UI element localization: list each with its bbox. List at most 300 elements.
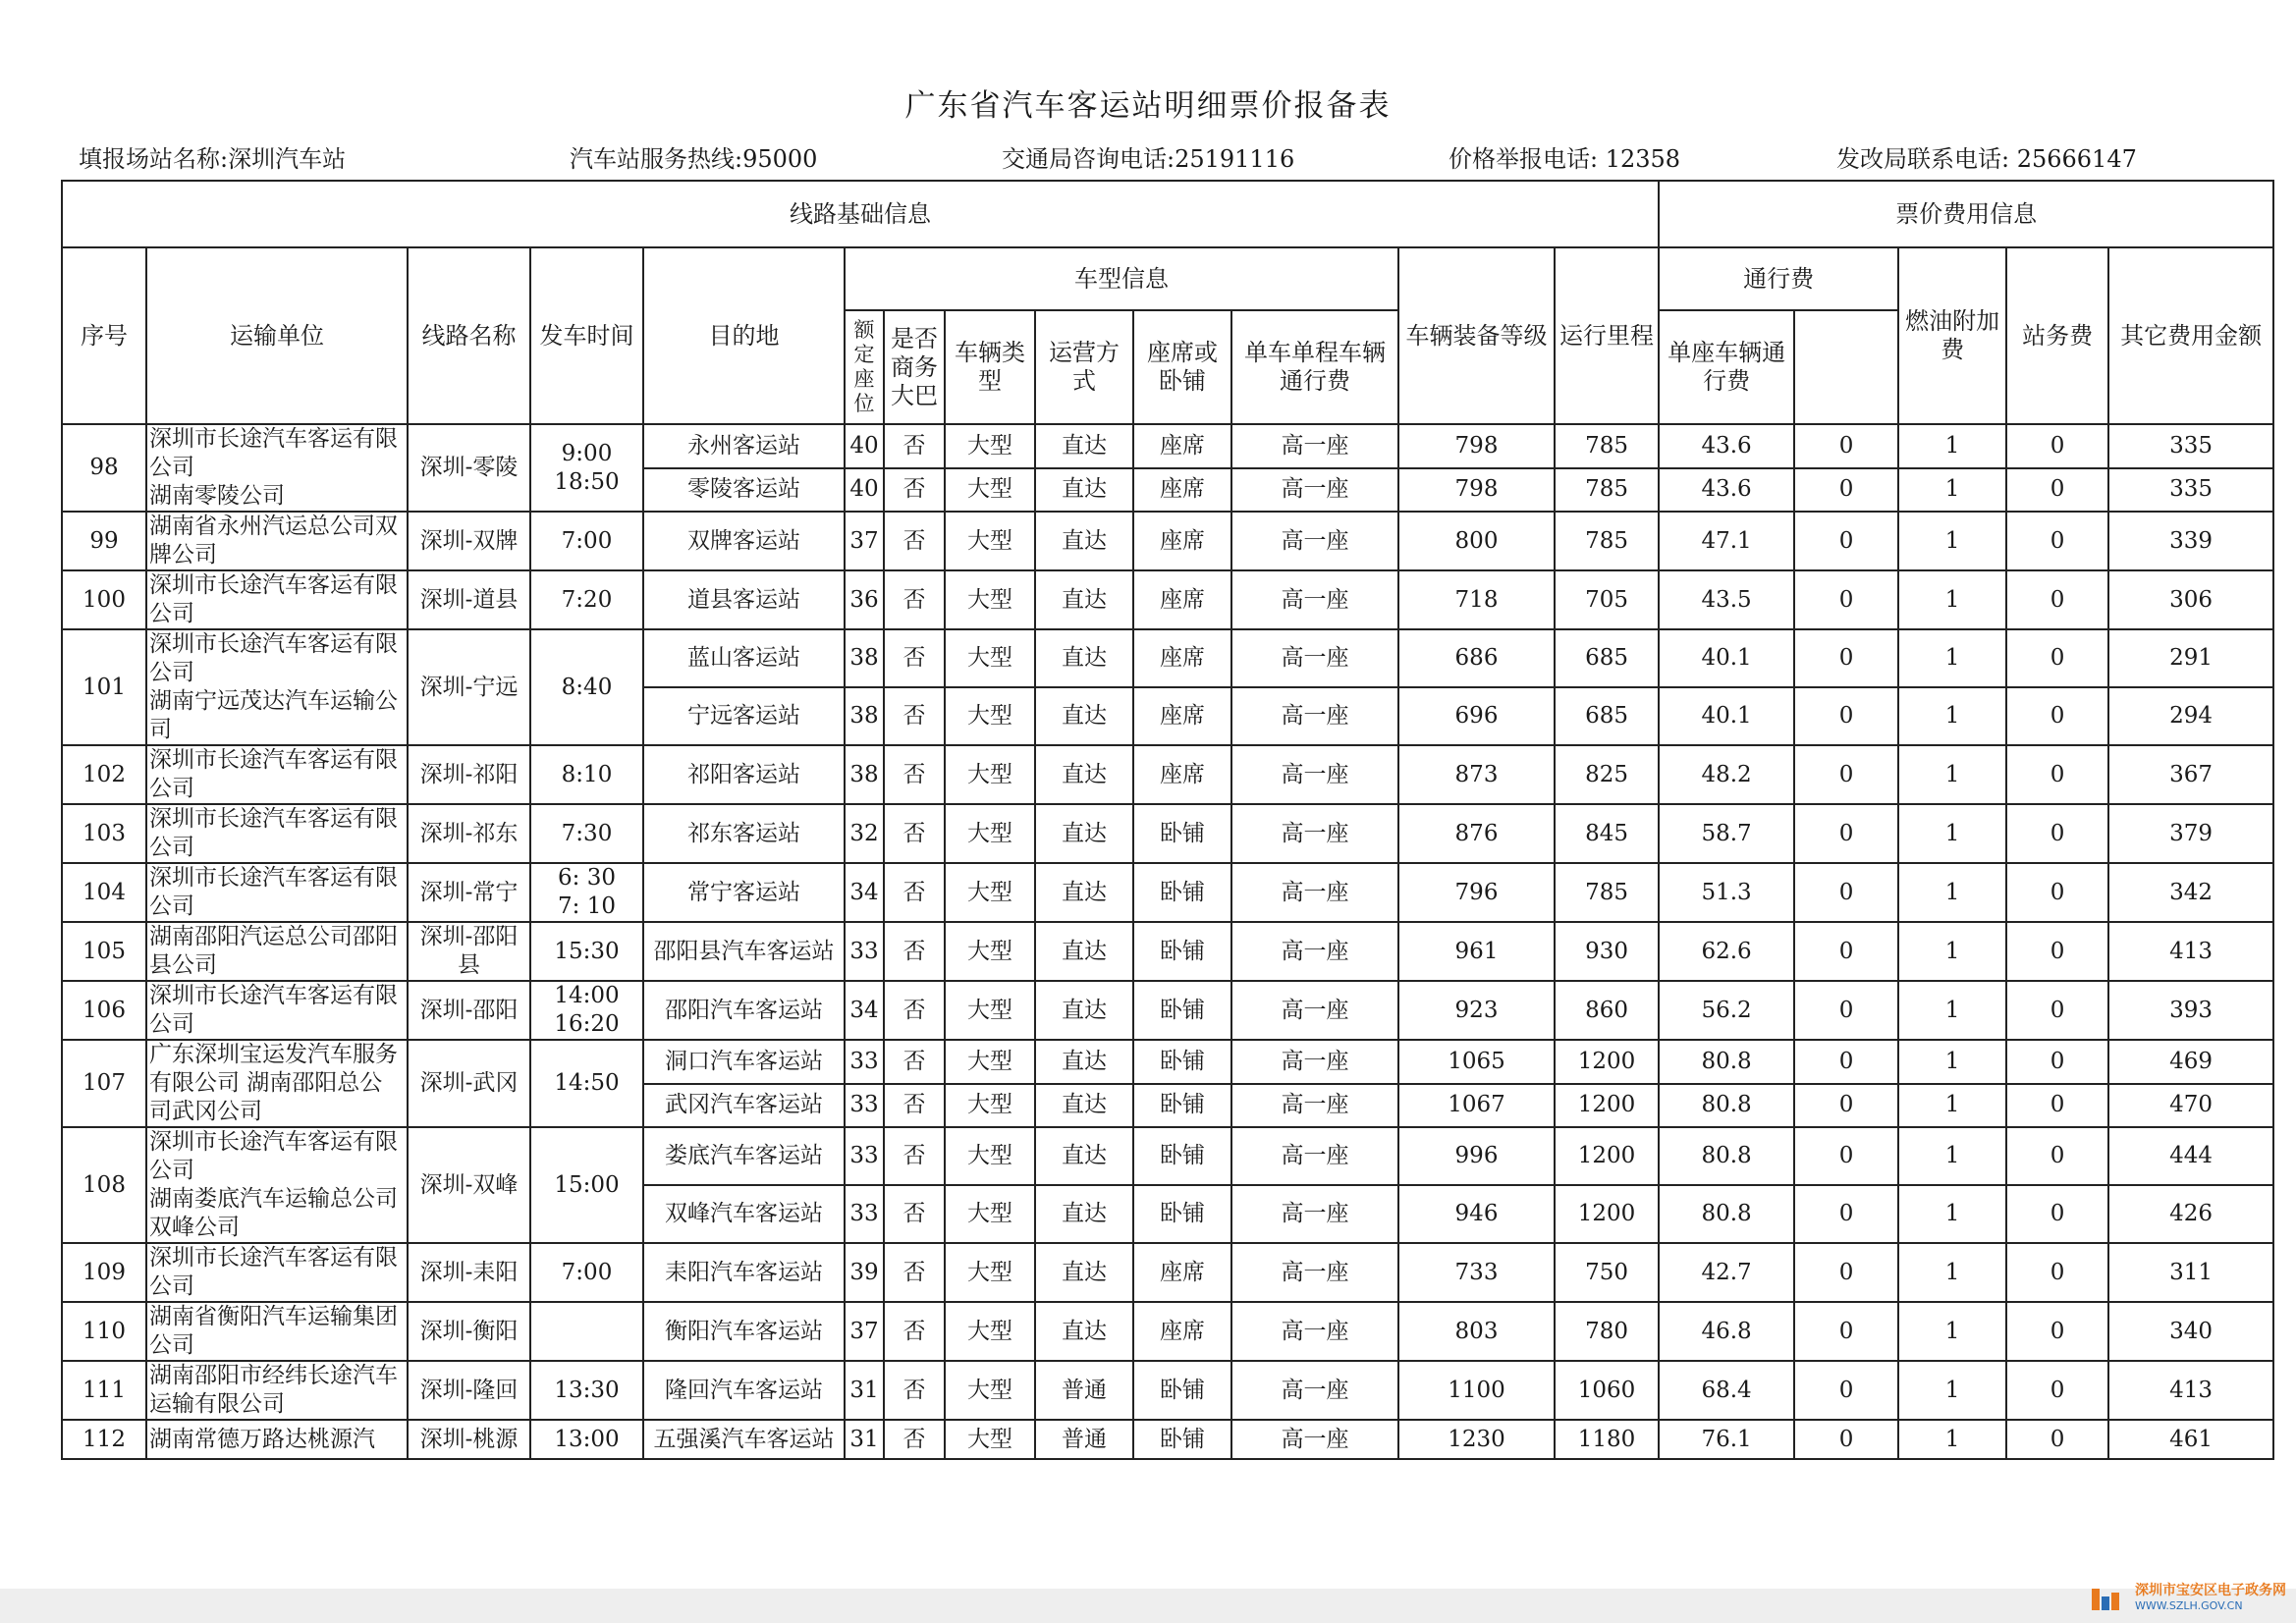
cell-vehicle-type: 大型 bbox=[945, 570, 1035, 629]
cell-other-fee: 0 bbox=[2006, 687, 2108, 745]
cell-destination: 双峰汽车客运站 bbox=[643, 1185, 845, 1243]
cell-seat-or-bed: 座席 bbox=[1133, 1302, 1231, 1361]
cell-destination: 邵阳汽车客运站 bbox=[643, 981, 845, 1040]
cell-depart: 7:00 bbox=[530, 512, 643, 570]
cell-grade: 高一座 bbox=[1231, 570, 1398, 629]
cell-business: 否 bbox=[884, 1040, 945, 1084]
cell-toll-single: 845 bbox=[1555, 804, 1659, 863]
cell-carrier: 湖南邵阳市经纬长途汽车运输有限公司 bbox=[146, 1361, 408, 1420]
cell-destination: 耒阳汽车客运站 bbox=[643, 1243, 845, 1302]
cell-seq: 107 bbox=[62, 1040, 146, 1127]
cell-mode: 直达 bbox=[1035, 687, 1133, 745]
cell-toll-single: 685 bbox=[1555, 629, 1659, 687]
cell-fuel: 0 bbox=[1794, 981, 1898, 1040]
cell-grade: 高一座 bbox=[1231, 629, 1398, 687]
scan-edge bbox=[0, 1589, 2296, 1623]
header-toll: 通行费 bbox=[1659, 247, 1898, 310]
cell-station-fee: 1 bbox=[1898, 981, 2006, 1040]
cell-seats: 37 bbox=[845, 1302, 884, 1361]
cell-toll-single: 785 bbox=[1555, 863, 1659, 922]
cell-grade: 高一座 bbox=[1231, 1040, 1398, 1084]
cell-seats: 33 bbox=[845, 1127, 884, 1185]
header-toll-single: 单车单程车辆通行费 bbox=[1231, 310, 1398, 424]
cell-other-fee: 0 bbox=[2006, 863, 2108, 922]
cell-station-fee: 1 bbox=[1898, 512, 2006, 570]
cell-fuel: 0 bbox=[1794, 1084, 1898, 1128]
cell-carrier: 广东深圳宝运发汽车服务有限公司 湖南邵阳总公司武冈公司 bbox=[146, 1040, 408, 1127]
cell-vehicle-type: 大型 bbox=[945, 1127, 1035, 1185]
table-row bbox=[62, 570, 2273, 629]
cell-mileage: 800 bbox=[1398, 512, 1555, 570]
cell-max-price: 470 bbox=[2108, 1084, 2273, 1128]
cell-seq: 108 bbox=[62, 1127, 146, 1243]
cell-seat-or-bed: 卧铺 bbox=[1133, 1127, 1231, 1185]
cell-destination: 道县客运站 bbox=[643, 570, 845, 629]
ndrc-phone: 发改局联系电话: 25666147 bbox=[1836, 145, 2137, 173]
cell-other-fee: 0 bbox=[2006, 922, 2108, 981]
cell-carrier: 深圳市长途汽车客运有限公司 湖南娄底汽车运输总公司双峰公司 bbox=[146, 1127, 408, 1243]
cell-business: 否 bbox=[884, 804, 945, 863]
cell-toll-single: 785 bbox=[1555, 468, 1659, 513]
cell-vehicle-type: 大型 bbox=[945, 1243, 1035, 1302]
cell-mileage: 876 bbox=[1398, 804, 1555, 863]
cell-destination: 衡阳汽车客运站 bbox=[643, 1302, 845, 1361]
cell-seats: 36 bbox=[845, 570, 884, 629]
cell-mileage: 1065 bbox=[1398, 1040, 1555, 1084]
cell-grade: 高一座 bbox=[1231, 1243, 1398, 1302]
cell-seats: 40 bbox=[845, 424, 884, 468]
cell-mode: 直达 bbox=[1035, 1243, 1133, 1302]
table-row bbox=[62, 1420, 2273, 1459]
cell-seat-or-bed: 座席 bbox=[1133, 424, 1231, 468]
cell-seats: 33 bbox=[845, 1040, 884, 1084]
cell-max-price: 335 bbox=[2108, 424, 2273, 468]
cell-depart: 8:40 bbox=[530, 629, 643, 745]
cell-fuel: 0 bbox=[1794, 922, 1898, 981]
cell-toll-single: 785 bbox=[1555, 512, 1659, 570]
table-row bbox=[62, 1127, 2273, 1185]
cell-toll-seat: 80.8 bbox=[1659, 1127, 1794, 1185]
cell-grade: 高一座 bbox=[1231, 863, 1398, 922]
cell-depart: 8:10 bbox=[530, 745, 643, 804]
cell-seats: 33 bbox=[845, 1084, 884, 1128]
station-hotline: 汽车站服务热线:95000 bbox=[570, 145, 818, 173]
cell-toll-seat: 43.6 bbox=[1659, 424, 1794, 468]
cell-mode: 直达 bbox=[1035, 1084, 1133, 1128]
table-row bbox=[62, 922, 2273, 981]
cell-vehicle-type: 大型 bbox=[945, 1302, 1035, 1361]
cell-carrier: 深圳市长途汽车客运有限公司 bbox=[146, 804, 408, 863]
cell-fuel: 0 bbox=[1794, 804, 1898, 863]
cell-station-fee: 1 bbox=[1898, 687, 2006, 745]
cell-toll-single: 1200 bbox=[1555, 1185, 1659, 1243]
cell-route: 深圳-衡阳 bbox=[408, 1302, 530, 1361]
cell-seq: 109 bbox=[62, 1243, 146, 1302]
cell-station-fee: 1 bbox=[1898, 1185, 2006, 1243]
cell-fuel: 0 bbox=[1794, 512, 1898, 570]
cell-station-fee: 1 bbox=[1898, 1302, 2006, 1361]
cell-toll-single: 785 bbox=[1555, 424, 1659, 468]
table-row bbox=[62, 1361, 2273, 1420]
cell-carrier: 深圳市长途汽车客运有限公司 bbox=[146, 1243, 408, 1302]
cell-depart: 6: 30 7: 10 bbox=[530, 863, 643, 922]
cell-route: 深圳-隆回 bbox=[408, 1361, 530, 1420]
cell-seats: 34 bbox=[845, 981, 884, 1040]
cell-station-fee: 1 bbox=[1898, 1040, 2006, 1084]
cell-station-fee: 1 bbox=[1898, 745, 2006, 804]
cell-seq: 103 bbox=[62, 804, 146, 863]
cell-other-fee: 0 bbox=[2006, 1302, 2108, 1361]
cell-max-price: 311 bbox=[2108, 1243, 2273, 1302]
cell-mileage: 1067 bbox=[1398, 1084, 1555, 1128]
cell-business: 否 bbox=[884, 570, 945, 629]
cell-station-fee: 1 bbox=[1898, 1084, 2006, 1128]
cell-carrier: 深圳市长途汽车客运有限公司 湖南宁远茂达汽车运输公司 bbox=[146, 629, 408, 745]
cell-max-price: 291 bbox=[2108, 629, 2273, 687]
cell-fuel: 0 bbox=[1794, 1302, 1898, 1361]
cell-seats: 32 bbox=[845, 804, 884, 863]
cell-route: 深圳-零陵 bbox=[408, 424, 530, 512]
cell-toll-seat: 46.8 bbox=[1659, 1302, 1794, 1361]
cell-mileage: 996 bbox=[1398, 1127, 1555, 1185]
header-seats: 额定座位 bbox=[845, 310, 884, 424]
cell-depart: 14:00 16:20 bbox=[530, 981, 643, 1040]
cell-business: 否 bbox=[884, 1185, 945, 1243]
watermark-logo-icon bbox=[2090, 1585, 2127, 1612]
cell-mileage: 873 bbox=[1398, 745, 1555, 804]
cell-max-price: 469 bbox=[2108, 1040, 2273, 1084]
header-mileage: 运行里程 bbox=[1555, 247, 1659, 424]
cell-station-fee: 1 bbox=[1898, 468, 2006, 513]
cell-carrier: 深圳市长途汽车客运有限公司 bbox=[146, 570, 408, 629]
cell-station-fee: 1 bbox=[1898, 424, 2006, 468]
cell-vehicle-type: 大型 bbox=[945, 424, 1035, 468]
table-row bbox=[62, 1040, 2273, 1084]
cell-mode: 普通 bbox=[1035, 1361, 1133, 1420]
cell-station-fee: 1 bbox=[1898, 1361, 2006, 1420]
cell-business: 否 bbox=[884, 424, 945, 468]
cell-seat-or-bed: 座席 bbox=[1133, 512, 1231, 570]
cell-toll-single: 1200 bbox=[1555, 1084, 1659, 1128]
cell-station-fee: 1 bbox=[1898, 1127, 2006, 1185]
cell-fuel: 0 bbox=[1794, 424, 1898, 468]
cell-other-fee: 0 bbox=[2006, 804, 2108, 863]
cell-seats: 40 bbox=[845, 468, 884, 513]
cell-toll-single: 1180 bbox=[1555, 1420, 1659, 1459]
cell-destination: 蓝山客运站 bbox=[643, 629, 845, 687]
cell-mileage: 1230 bbox=[1398, 1420, 1555, 1459]
cell-toll-seat: 80.8 bbox=[1659, 1040, 1794, 1084]
cell-vehicle-type: 大型 bbox=[945, 745, 1035, 804]
cell-carrier: 深圳市长途汽车客运有限公司 湖南零陵公司 bbox=[146, 424, 408, 512]
cell-mileage: 696 bbox=[1398, 687, 1555, 745]
cell-vehicle-type: 大型 bbox=[945, 1084, 1035, 1128]
cell-other-fee: 0 bbox=[2006, 1084, 2108, 1128]
watermark-name: 深圳市宝安区电子政务网 bbox=[2135, 1583, 2286, 1598]
cell-seq: 104 bbox=[62, 863, 146, 922]
cell-mode: 直达 bbox=[1035, 468, 1133, 513]
cell-other-fee: 0 bbox=[2006, 1127, 2108, 1185]
cell-mileage: 718 bbox=[1398, 570, 1555, 629]
cell-business: 否 bbox=[884, 1420, 945, 1459]
cell-business: 否 bbox=[884, 1302, 945, 1361]
cell-vehicle-type: 大型 bbox=[945, 1420, 1035, 1459]
cell-max-price: 367 bbox=[2108, 745, 2273, 804]
cell-fuel: 0 bbox=[1794, 745, 1898, 804]
cell-route: 深圳-宁远 bbox=[408, 629, 530, 745]
cell-other-fee: 0 bbox=[2006, 1185, 2108, 1243]
cell-seats: 34 bbox=[845, 863, 884, 922]
table-row bbox=[62, 424, 2273, 468]
cell-vehicle-type: 大型 bbox=[945, 1185, 1035, 1243]
cell-vehicle-type: 大型 bbox=[945, 804, 1035, 863]
header-route: 线路名称 bbox=[408, 247, 530, 424]
header-carrier: 运输单位 bbox=[146, 247, 408, 424]
cell-destination: 邵阳县汽车客运站 bbox=[643, 922, 845, 981]
cell-carrier: 湖南常德万路达桃源汽 bbox=[146, 1420, 408, 1459]
cell-seat-or-bed: 卧铺 bbox=[1133, 1185, 1231, 1243]
cell-seat-or-bed: 卧铺 bbox=[1133, 1040, 1231, 1084]
cell-grade: 高一座 bbox=[1231, 981, 1398, 1040]
cell-route: 深圳-双峰 bbox=[408, 1127, 530, 1243]
cell-seat-or-bed: 卧铺 bbox=[1133, 1084, 1231, 1128]
cell-grade: 高一座 bbox=[1231, 1420, 1398, 1459]
group-route-info: 线路基础信息 bbox=[62, 181, 1659, 247]
cell-mode: 直达 bbox=[1035, 424, 1133, 468]
cell-carrier: 深圳市长途汽车客运有限公司 bbox=[146, 745, 408, 804]
cell-fuel: 0 bbox=[1794, 570, 1898, 629]
cell-toll-seat: 43.6 bbox=[1659, 468, 1794, 513]
table-row bbox=[62, 1302, 2273, 1361]
cell-max-price: 393 bbox=[2108, 981, 2273, 1040]
cell-vehicle-type: 大型 bbox=[945, 687, 1035, 745]
cell-destination: 永州客运站 bbox=[643, 424, 845, 468]
cell-seat-or-bed: 座席 bbox=[1133, 745, 1231, 804]
cell-seats: 31 bbox=[845, 1420, 884, 1459]
cell-depart: 7:20 bbox=[530, 570, 643, 629]
cell-route: 深圳-邵阳县 bbox=[408, 922, 530, 981]
cell-mode: 直达 bbox=[1035, 1302, 1133, 1361]
header-other-fee: 其它费用金额 bbox=[2108, 247, 2273, 424]
cell-vehicle-type: 大型 bbox=[945, 629, 1035, 687]
cell-vehicle-type: 大型 bbox=[945, 1361, 1035, 1420]
cell-depart: 15:00 bbox=[530, 1127, 643, 1243]
cell-fuel: 0 bbox=[1794, 1185, 1898, 1243]
cell-business: 否 bbox=[884, 745, 945, 804]
cell-mileage: 923 bbox=[1398, 981, 1555, 1040]
cell-seat-or-bed: 座席 bbox=[1133, 570, 1231, 629]
cell-mode: 直达 bbox=[1035, 1040, 1133, 1084]
cell-max-price: 413 bbox=[2108, 1361, 2273, 1420]
cell-toll-seat: 56.2 bbox=[1659, 981, 1794, 1040]
cell-mode: 直达 bbox=[1035, 570, 1133, 629]
cell-fuel: 0 bbox=[1794, 1420, 1898, 1459]
cell-grade: 高一座 bbox=[1231, 1361, 1398, 1420]
cell-other-fee: 0 bbox=[2006, 1420, 2108, 1459]
cell-seq: 106 bbox=[62, 981, 146, 1040]
fare-table bbox=[61, 180, 2274, 1460]
cell-carrier: 湖南省衡阳汽车运输集团公司 bbox=[146, 1302, 408, 1361]
header-mode: 运营方式 bbox=[1035, 310, 1133, 424]
cell-mileage: 1100 bbox=[1398, 1361, 1555, 1420]
cell-depart: 15:30 bbox=[530, 922, 643, 981]
table-row bbox=[62, 1243, 2273, 1302]
cell-toll-single: 860 bbox=[1555, 981, 1659, 1040]
cell-carrier: 湖南邵阳汽运总公司邵阳县公司 bbox=[146, 922, 408, 981]
cell-other-fee: 0 bbox=[2006, 570, 2108, 629]
traffic-bureau-phone: 交通局咨询电话:25191116 bbox=[1002, 145, 1295, 173]
cell-grade: 高一座 bbox=[1231, 745, 1398, 804]
cell-depart: 7:00 bbox=[530, 1243, 643, 1302]
cell-grade: 高一座 bbox=[1231, 687, 1398, 745]
cell-max-price: 461 bbox=[2108, 1420, 2273, 1459]
cell-mode: 普通 bbox=[1035, 1420, 1133, 1459]
watermark-url: WWW.SZLH.GOV.CN bbox=[2135, 1599, 2243, 1612]
cell-mode: 直达 bbox=[1035, 745, 1133, 804]
header-seat-or-bed: 座席或卧铺 bbox=[1133, 310, 1231, 424]
cell-toll-seat: 76.1 bbox=[1659, 1420, 1794, 1459]
cell-seat-or-bed: 卧铺 bbox=[1133, 804, 1231, 863]
cell-grade: 高一座 bbox=[1231, 1084, 1398, 1128]
table-row bbox=[62, 863, 2273, 922]
price-report-phone: 价格举报电话: 12358 bbox=[1449, 145, 1681, 173]
cell-depart: 7:30 bbox=[530, 804, 643, 863]
cell-route: 深圳-常宁 bbox=[408, 863, 530, 922]
header-toll-seat: 单座车辆通行费 bbox=[1659, 310, 1794, 424]
page-title: 广东省汽车客运站明细票价报备表 bbox=[904, 88, 1392, 124]
table-row bbox=[62, 512, 2273, 570]
cell-other-fee: 0 bbox=[2006, 981, 2108, 1040]
cell-toll-single: 930 bbox=[1555, 922, 1659, 981]
cell-seq: 101 bbox=[62, 629, 146, 745]
cell-seats: 37 bbox=[845, 512, 884, 570]
cell-route: 深圳-祁阳 bbox=[408, 745, 530, 804]
cell-toll-seat: 40.1 bbox=[1659, 629, 1794, 687]
cell-seq: 98 bbox=[62, 424, 146, 512]
cell-business: 否 bbox=[884, 629, 945, 687]
cell-destination: 祁东客运站 bbox=[643, 804, 845, 863]
header-vehicle-info: 车型信息 bbox=[845, 247, 1398, 310]
cell-depart: 14:50 bbox=[530, 1040, 643, 1127]
cell-toll-single: 1200 bbox=[1555, 1127, 1659, 1185]
cell-business: 否 bbox=[884, 863, 945, 922]
cell-carrier: 湖南省永州汽运总公司双牌公司 bbox=[146, 512, 408, 570]
cell-route: 深圳-道县 bbox=[408, 570, 530, 629]
table-row bbox=[62, 629, 2273, 687]
cell-carrier: 深圳市长途汽车客运有限公司 bbox=[146, 981, 408, 1040]
cell-destination: 宁远客运站 bbox=[643, 687, 845, 745]
cell-business: 否 bbox=[884, 687, 945, 745]
cell-grade: 高一座 bbox=[1231, 1185, 1398, 1243]
cell-business: 否 bbox=[884, 1243, 945, 1302]
cell-vehicle-type: 大型 bbox=[945, 468, 1035, 513]
cell-max-price: 306 bbox=[2108, 570, 2273, 629]
cell-destination: 隆回汽车客运站 bbox=[643, 1361, 845, 1420]
cell-depart bbox=[530, 1302, 643, 1361]
header-fuel: 燃油附加费 bbox=[1898, 247, 2006, 424]
cell-max-price: 413 bbox=[2108, 922, 2273, 981]
cell-business: 否 bbox=[884, 512, 945, 570]
cell-max-price: 342 bbox=[2108, 863, 2273, 922]
cell-mileage: 733 bbox=[1398, 1243, 1555, 1302]
cell-vehicle-type: 大型 bbox=[945, 512, 1035, 570]
cell-toll-single: 685 bbox=[1555, 687, 1659, 745]
cell-seat-or-bed: 卧铺 bbox=[1133, 981, 1231, 1040]
cell-other-fee: 0 bbox=[2006, 512, 2108, 570]
cell-seat-or-bed: 卧铺 bbox=[1133, 1361, 1231, 1420]
cell-destination: 零陵客运站 bbox=[643, 468, 845, 513]
cell-toll-single: 750 bbox=[1555, 1243, 1659, 1302]
watermark bbox=[2090, 1584, 2286, 1613]
cell-station-fee: 1 bbox=[1898, 629, 2006, 687]
cell-seats: 33 bbox=[845, 922, 884, 981]
cell-toll-seat: 40.1 bbox=[1659, 687, 1794, 745]
cell-mode: 直达 bbox=[1035, 629, 1133, 687]
cell-mileage: 798 bbox=[1398, 468, 1555, 513]
header-depart: 发车时间 bbox=[530, 247, 643, 424]
cell-toll-seat: 47.1 bbox=[1659, 512, 1794, 570]
cell-seq: 100 bbox=[62, 570, 146, 629]
cell-business: 否 bbox=[884, 1084, 945, 1128]
cell-seq: 105 bbox=[62, 922, 146, 981]
cell-station-fee: 1 bbox=[1898, 1420, 2006, 1459]
cell-destination: 娄底汽车客运站 bbox=[643, 1127, 845, 1185]
cell-mileage: 961 bbox=[1398, 922, 1555, 981]
cell-mode: 直达 bbox=[1035, 804, 1133, 863]
station-name: 填报场站名称:深圳汽车站 bbox=[79, 145, 347, 173]
cell-mode: 直达 bbox=[1035, 863, 1133, 922]
cell-fuel: 0 bbox=[1794, 468, 1898, 513]
cell-toll-seat: 48.2 bbox=[1659, 745, 1794, 804]
cell-other-fee: 0 bbox=[2006, 745, 2108, 804]
cell-other-fee: 0 bbox=[2006, 468, 2108, 513]
cell-seq: 112 bbox=[62, 1420, 146, 1459]
cell-toll-seat: 42.7 bbox=[1659, 1243, 1794, 1302]
cell-mileage: 798 bbox=[1398, 424, 1555, 468]
cell-business: 否 bbox=[884, 1127, 945, 1185]
cell-fuel: 0 bbox=[1794, 1040, 1898, 1084]
cell-destination: 双牌客运站 bbox=[643, 512, 845, 570]
cell-route: 深圳-桃源 bbox=[408, 1420, 530, 1459]
cell-grade: 高一座 bbox=[1231, 468, 1398, 513]
cell-station-fee: 1 bbox=[1898, 922, 2006, 981]
cell-toll-single: 780 bbox=[1555, 1302, 1659, 1361]
cell-mode: 直达 bbox=[1035, 981, 1133, 1040]
cell-other-fee: 0 bbox=[2006, 1243, 2108, 1302]
cell-toll-seat: 51.3 bbox=[1659, 863, 1794, 922]
cell-mileage: 946 bbox=[1398, 1185, 1555, 1243]
cell-max-price: 379 bbox=[2108, 804, 2273, 863]
cell-mode: 直达 bbox=[1035, 1127, 1133, 1185]
cell-seats: 31 bbox=[845, 1361, 884, 1420]
cell-route: 深圳-邵阳 bbox=[408, 981, 530, 1040]
cell-grade: 高一座 bbox=[1231, 512, 1398, 570]
cell-grade: 高一座 bbox=[1231, 1127, 1398, 1185]
cell-seat-or-bed: 卧铺 bbox=[1133, 863, 1231, 922]
cell-grade: 高一座 bbox=[1231, 424, 1398, 468]
cell-depart: 9:00 18:50 bbox=[530, 424, 643, 512]
cell-toll-seat: 80.8 bbox=[1659, 1185, 1794, 1243]
cell-business: 否 bbox=[884, 981, 945, 1040]
cell-seat-or-bed: 座席 bbox=[1133, 1243, 1231, 1302]
header-vehicle-type: 车辆类型 bbox=[945, 310, 1035, 424]
header-destination: 目的地 bbox=[643, 247, 845, 424]
cell-grade: 高一座 bbox=[1231, 922, 1398, 981]
cell-route: 深圳-武冈 bbox=[408, 1040, 530, 1127]
cell-other-fee: 0 bbox=[2006, 424, 2108, 468]
cell-mileage: 796 bbox=[1398, 863, 1555, 922]
cell-max-price: 444 bbox=[2108, 1127, 2273, 1185]
